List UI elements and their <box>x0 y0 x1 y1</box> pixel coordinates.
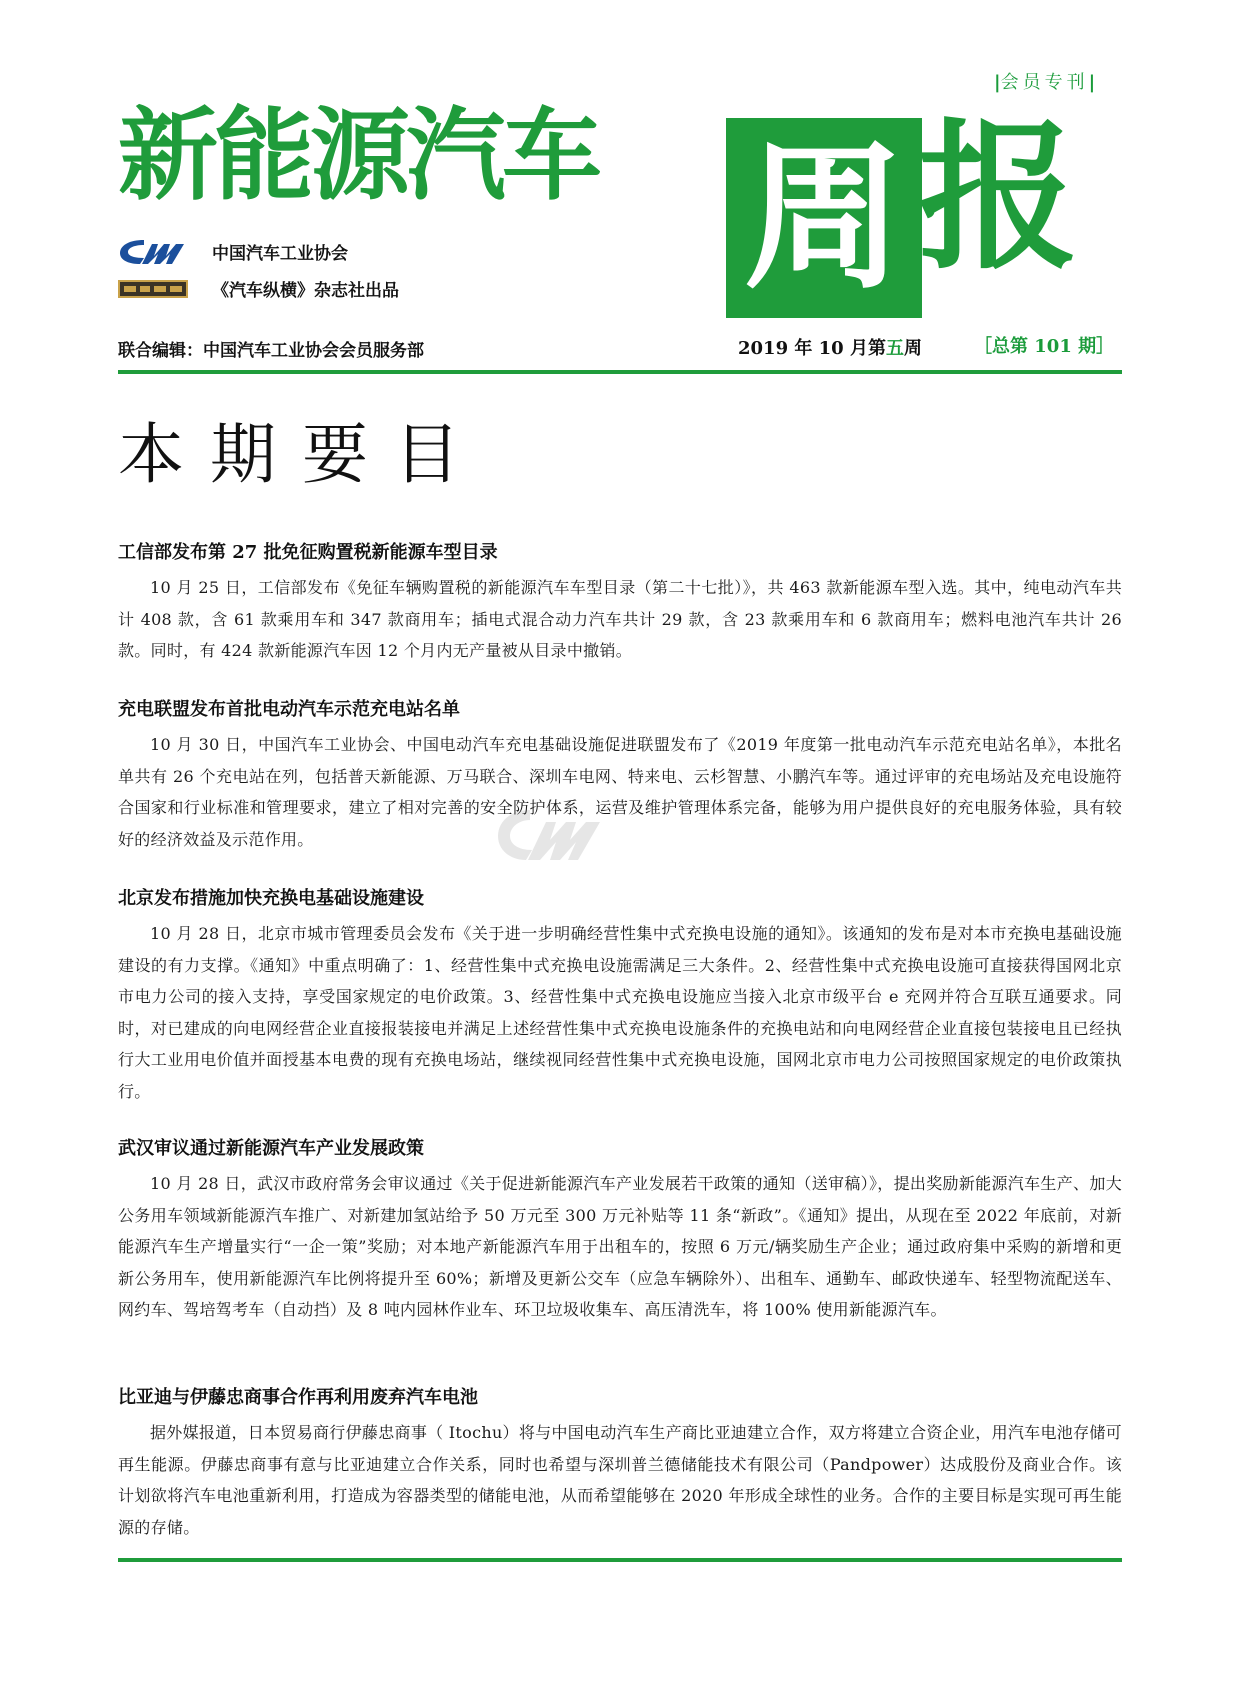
watermark-logo-icon <box>490 800 620 870</box>
issue-number: ［总第 101 期］ <box>974 336 1115 357</box>
article-body: 10 月 30 日，中国汽车工业协会、中国电动汽车充电基础设施促进联盟发布了《2019 年度第一批电动汽车示范充电站名单》，本批名单共有 26 个充电站在列，包括普天新能源、万马联合、深圳车电网、特来电、云杉智慧、小鹏汽车等。通过评审的充电场站及充电设施符合国家和行业标准和管理要求，建立了相对完善的安全防护体系，运营及维护管理体系完备，能够为用户提供良好的充电服务体验，具有较好的经济效益及示范作用。 <box>118 735 1122 849</box>
weekly-char-zhou: 周 <box>743 124 904 311</box>
article-title: 武汉审议通过新能源汽车产业发展政策 <box>118 1138 424 1159</box>
article <box>118 886 1122 1107</box>
section-title: 本期要目 <box>118 416 486 493</box>
member-edition-tag: |会员专刊| <box>994 72 1096 93</box>
issue-date: 2019 年 10 月第五周 <box>738 338 922 359</box>
weekly-badge <box>726 118 922 318</box>
article-body: 10 月 25 日，工信部发布《免征车辆购置税的新能源汽车车型目录（第二十七批）》，共 463 款新能源车型入选。其中，纯电动汽车共计 408 款，含 61 款乘用车和 347 款商用车；插电式混合动力汽车共计 29 款，含 23 款乘用车和 6 款商用车；燃料电池汽车共计 26 款。同时，有 424 款新能源汽车因 12 个月内无产量被从目录中撤销。 <box>118 578 1122 660</box>
article-title: 充电联盟发布首批电动汽车示范充电站名单 <box>118 699 460 720</box>
article <box>118 697 1122 855</box>
article-title: 北京发布措施加快充换电基础设施建设 <box>118 888 424 909</box>
article <box>118 540 1122 667</box>
caam-logo-icon <box>118 236 188 266</box>
header-divider <box>118 370 1122 374</box>
autoreview-logo-icon <box>118 280 188 298</box>
article-body: 据外媒报道，日本贸易商行伊藤忠商事（ Itochu）将与中国电动汽车生产商比亚迪建立合作，双方将建立合资企业，用汽车电池存储可再生能源。伊藤忠商事有意与比亚迪建立合作关系，同时也希望与深圳普兰德储能技术有限公司（Pandpower）达成股份及商业合作。该计划欲将汽车电池重新利用，打造成为容器类型的储能电池，从而希望能够在 2020 年形成全球性的业务。合作的主要目标是实现可再生能源的存储。 <box>118 1423 1122 1537</box>
joint-editor: 联合编辑：中国汽车工业协会会员服务部 <box>118 341 424 361</box>
article-title: 比亚迪与伊藤忠商事合作再利用废弃汽车电池 <box>118 1387 478 1408</box>
article-title: 工信部发布第 27 批免征购置税新能源车型目录 <box>118 542 498 563</box>
org-caam-line <box>118 236 348 266</box>
org-caam-name: 中国汽车工业协会 <box>212 243 348 264</box>
article-body: 10 月 28 日，北京市城市管理委员会发布《关于进一步明确经营性集中式充换电设施的通知》。该通知的发布是对本市充换电基础设施建设的有力支撑。《通知》中重点明确了：1、经营性集中式充换电设施需满足三大条件。2、经营性集中式充换电设施可直接获得国网北京市电力公司的接入支持，享受国家规定的电价政策。3、经营性集中式充换电设施应当接入北京市级平台 e 充网并符合互联互通要求。同时，对已建成的向电网经营企业直接报装接电并满足上述经营性集中式充换电设施条件的充换电站和向电网经营企业直接包装接电且已经执行大工业用电价值并面授基本电费的现有充换电场站，继续视同经营性集中式充换电设施，国网北京市电力公司按照国家规定的电价政策执行。 <box>118 924 1122 1101</box>
weekly-char-bao: 报 <box>918 104 1079 291</box>
article <box>118 1136 1122 1326</box>
org-autoreview-name: 《汽车纵横》杂志社出品 <box>212 281 399 301</box>
masthead-title: 新能源汽车 <box>118 97 598 214</box>
footer-divider <box>118 1558 1122 1562</box>
article <box>118 1385 1122 1543</box>
article-body: 10 月 28 日，武汉市政府常务会审议通过《关于促进新能源汽车产业发展若干政策的通知（送审稿）》，提出奖励新能源汽车生产、加大公务用车领域新能源汽车推广、对新建加氢站给予 50 万元至 300 万元补贴等 11 条“新政”。《通知》提出，从现在至 2022 年底前，对新能源汽车生产增量实行“一企一策”奖励；对本地产新能源汽车用于出租车的，按照 6 万元/辆奖励生产企业；通过政府集中采购的新增和更新公务用车，使用新能源汽车比例将提升至 60%；新增及更新公交车（应急车辆除外）、出租车、通勤车、邮政快递车、轻型物流配送车、网约车、驾培驾考车（自动挡）及 8 吨内园林作业车、环卫垃圾收集车、高压清洗车，将 100% 使用新能源汽车。 <box>118 1174 1122 1319</box>
org-autoreview-line <box>118 276 399 301</box>
